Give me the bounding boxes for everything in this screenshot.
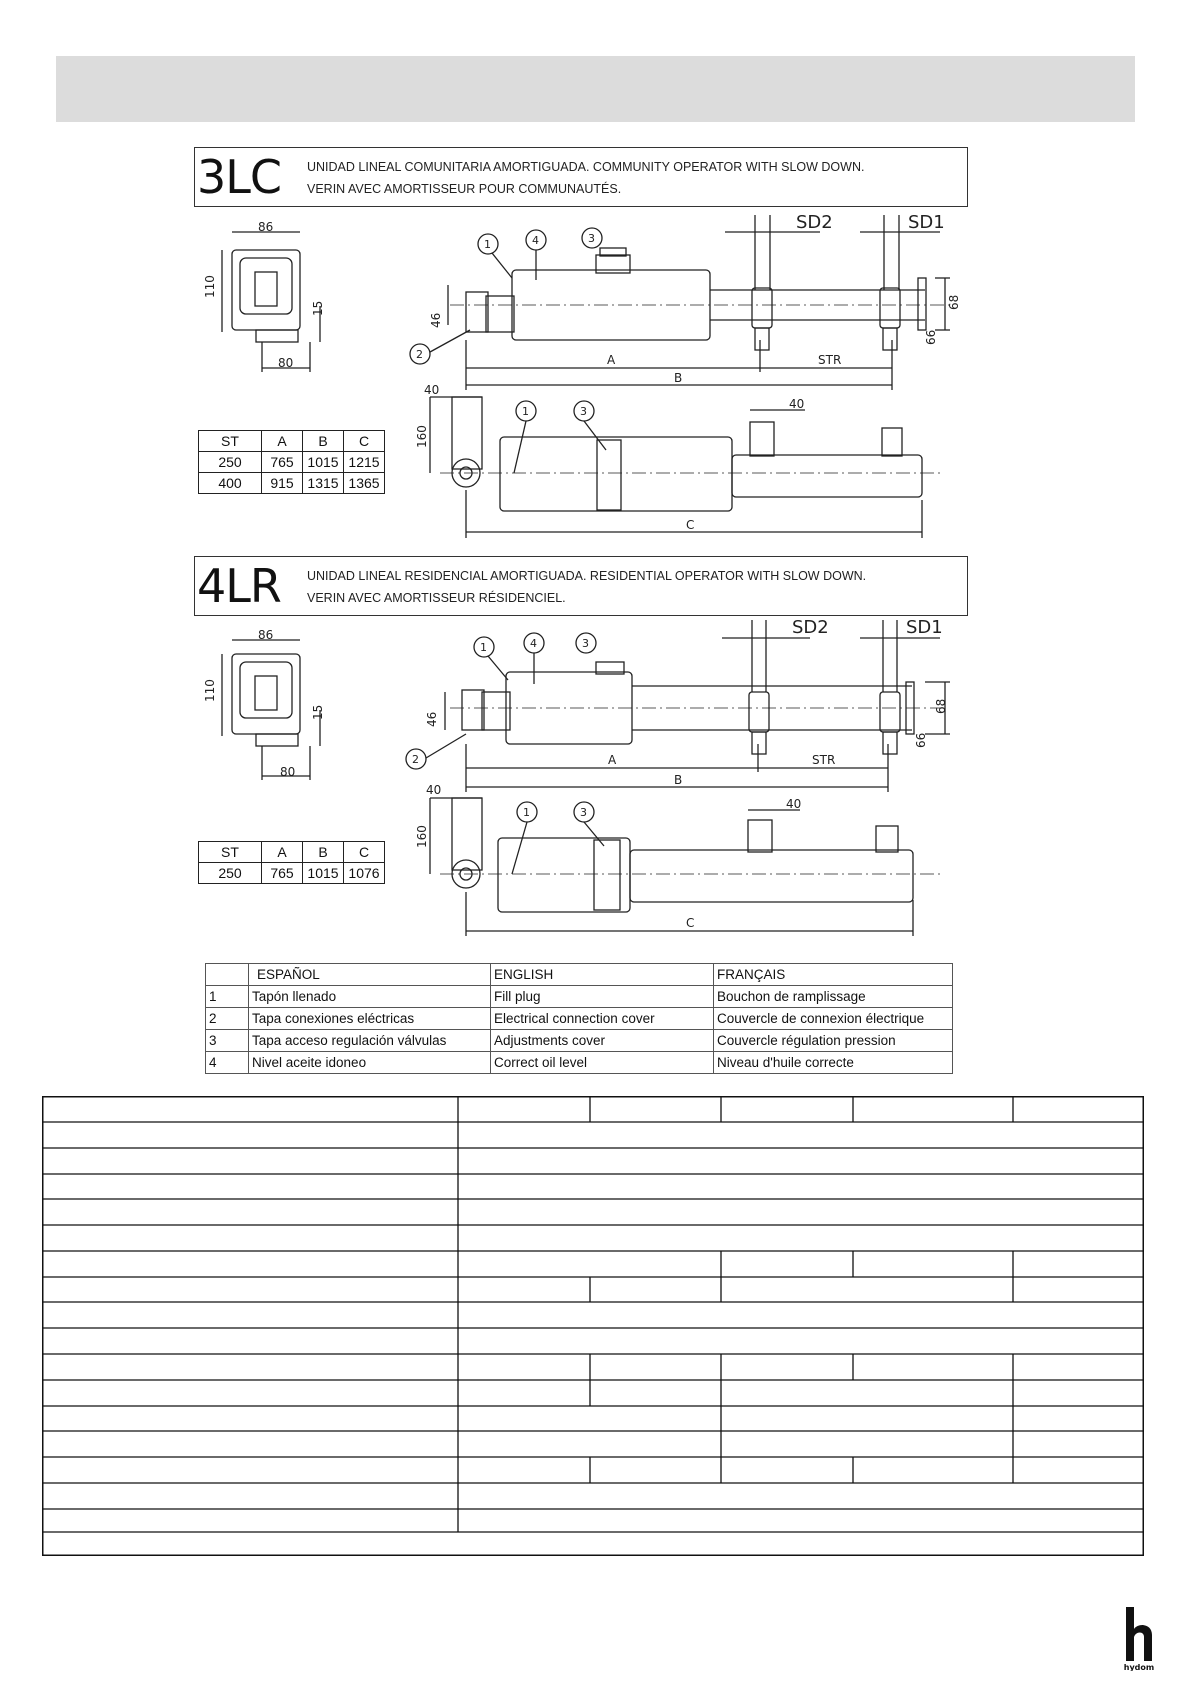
side-view-4lr: [445, 620, 950, 792]
legend-es: Tapa conexiones eléctricas: [249, 1008, 491, 1030]
dim-110: 110: [203, 679, 217, 702]
legend-fr: Couvercle régulation pression: [714, 1030, 953, 1052]
dim-160: 160: [415, 425, 429, 448]
brand-name: hydom: [1124, 1663, 1154, 1671]
dim-40: 40: [424, 383, 440, 397]
model-description-line1: UNIDAD LINEAL COMUNITARIA AMORTIGUADA. COMMUNITY OPERATOR WITH SLOW DOWN.: [307, 160, 865, 174]
table-cell: 250: [199, 452, 262, 473]
dim-40: 40: [426, 783, 442, 797]
dim-68: 68: [934, 698, 948, 714]
dim-86: 86: [258, 628, 274, 642]
dim-str: STR: [812, 753, 836, 767]
legend-en: Electrical connection cover: [491, 1008, 714, 1030]
legend-en: Fill plug: [491, 986, 714, 1008]
dim-a: A: [607, 353, 616, 367]
table-cell: 1215: [344, 452, 385, 473]
table-header: A: [262, 431, 303, 452]
parts-legend-table: [205, 963, 953, 1074]
dim-66: 66: [924, 329, 938, 345]
legend-fr: Bouchon de ramplissage: [714, 986, 953, 1008]
dim-str: STR: [818, 353, 842, 367]
legend-header: [206, 964, 249, 986]
dim-40-offset: 40: [789, 397, 805, 411]
table-cell: 765: [262, 863, 303, 884]
callout-3: 3: [582, 637, 589, 650]
legend-es: Nivel aceite idoneo: [249, 1052, 491, 1074]
table-cell: 1076: [344, 863, 385, 884]
dim-46: 46: [429, 312, 443, 328]
callout-2: 2: [412, 753, 419, 766]
dim-80: 80: [278, 356, 294, 370]
legend-fr: Couvercle de connexion électrique: [714, 1008, 953, 1030]
front-view-3lc: [222, 232, 320, 372]
legend-header: FRANÇAIS: [714, 964, 953, 986]
side-view-3lc: [448, 215, 950, 390]
table-cell: 765: [262, 452, 303, 473]
dim-66: 66: [914, 732, 928, 748]
legend-en: Correct oil level: [491, 1052, 714, 1074]
callout-3: 3: [580, 405, 587, 418]
legend-fr: Niveau d'huile correcte: [714, 1052, 953, 1074]
legend-number: 4: [206, 1052, 249, 1074]
legend-header: ESPAÑOL: [249, 964, 491, 986]
callout-1: 1: [484, 238, 491, 251]
plan-view-4lr: [430, 798, 940, 936]
table-header: A: [262, 842, 303, 863]
dim-c: C: [686, 518, 695, 532]
front-view-4lr: [222, 640, 320, 780]
model-code: 4LR: [197, 559, 281, 613]
dim-46: 46: [425, 711, 439, 727]
table-cell: 250: [199, 863, 262, 884]
table-header: B: [303, 842, 344, 863]
callout-3: 3: [580, 806, 587, 819]
dim-110: 110: [203, 275, 217, 298]
dim-68: 68: [947, 294, 961, 310]
table-header: ST: [199, 842, 262, 863]
dim-15: 15: [311, 300, 325, 316]
table-header: C: [344, 842, 385, 863]
legend-en: Adjustments cover: [491, 1030, 714, 1052]
label-sd1: SD1: [906, 617, 943, 638]
dim-c: C: [686, 916, 695, 930]
legend-number: 1: [206, 986, 249, 1008]
table-header: ST: [199, 431, 262, 452]
model-description-line2: VERIN AVEC AMORTISSEUR POUR COMMUNAUTÉS.: [307, 182, 622, 196]
hydom-logo: [1124, 1607, 1154, 1671]
table-cell: 1015: [303, 863, 344, 884]
table-cell: 1015: [303, 452, 344, 473]
dim-86: 86: [258, 220, 274, 234]
dim-160: 160: [415, 825, 429, 848]
legend-es: Tapa acceso regulación válvulas: [249, 1030, 491, 1052]
callout-1: 1: [523, 806, 530, 819]
dim-b: B: [674, 773, 683, 787]
callout-4: 4: [532, 234, 539, 247]
callout-4: 4: [530, 637, 537, 650]
callout-1: 1: [480, 641, 487, 654]
model-code: 3LC: [197, 150, 282, 204]
specification-table: [42, 1096, 1144, 1556]
table-cell: 400: [199, 473, 262, 494]
table-cell: 915: [262, 473, 303, 494]
legend-number: 2: [206, 1008, 249, 1030]
legend-number: 3: [206, 1030, 249, 1052]
table-cell: 1365: [344, 473, 385, 494]
plan-view-3lc: [430, 397, 940, 538]
table-cell: 1315: [303, 473, 344, 494]
legend-header: ENGLISH: [491, 964, 714, 986]
dim-80: 80: [280, 765, 296, 779]
model-description-line1: UNIDAD LINEAL RESIDENCIAL AMORTIGUADA. RESIDENTIAL OPERATOR WITH SLOW DOWN.: [307, 569, 867, 583]
table-header: B: [303, 431, 344, 452]
dim-b: B: [674, 371, 683, 385]
dim-15: 15: [311, 704, 325, 720]
model-description-line2: VERIN AVEC AMORTISSEUR RÉSIDENCIEL.: [307, 591, 566, 605]
label-sd2: SD2: [796, 212, 833, 233]
label-sd2: SD2: [792, 617, 829, 638]
callout-1: 1: [522, 405, 529, 418]
dim-a: A: [608, 753, 617, 767]
legend-es: Tapón llenado: [249, 986, 491, 1008]
label-sd1: SD1: [908, 212, 945, 233]
callout-3: 3: [588, 232, 595, 245]
table-header: C: [344, 431, 385, 452]
callout-2: 2: [416, 348, 423, 361]
dim-40-offset: 40: [786, 797, 802, 811]
